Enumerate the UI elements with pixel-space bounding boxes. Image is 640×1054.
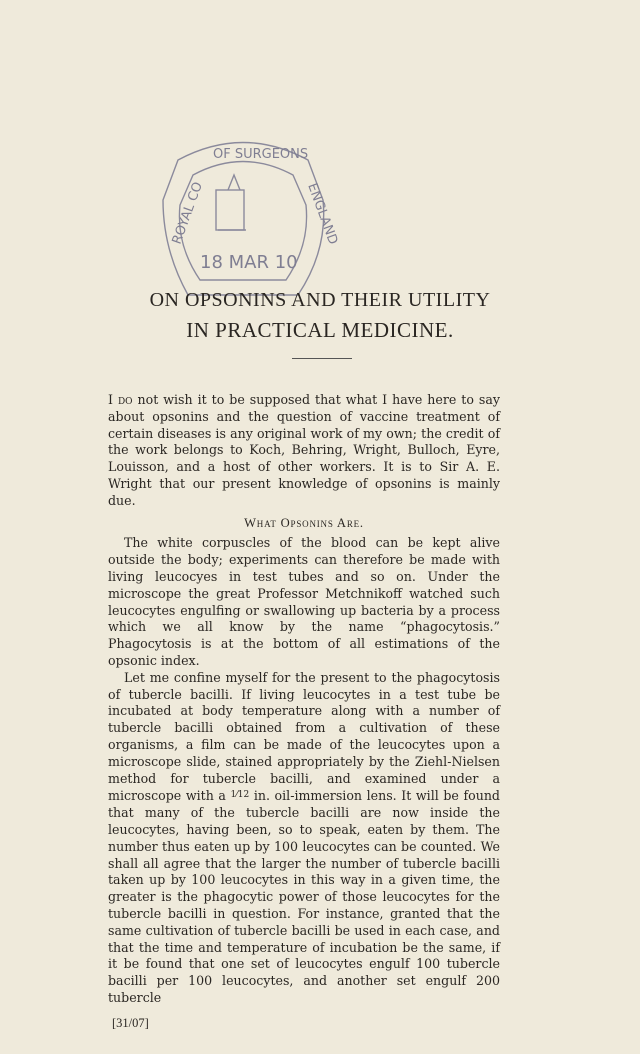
section-heading: What Opsonins Are. [244,515,364,530]
paragraph-2: The white corpuscles of the blood can be kept alive outside the body; experiments can therefore be made with living leucocyes in test tubes and so on. Under the microscope the great Professor Metchnikoff watched such leucocytes engulfing or swallowing up bacteria by a process which we all know by the name “phagocytosis.” Phagocytosis is at the bottom of all estimations of the opsonic index. [108,535,500,668]
paragraph-1-lead: I do [108,392,133,407]
paragraph-3-text-b: in. oil-immersion lens. It will be found that many of the tubercle bacilli are now inside the leucocytes, having been, so to speak, eaten by them. The number thus eaten up by 100 leucocytes can be counted. We shall all agree that the larger the number of tubercle bacilli taken up by 100 leucocytes in this way in a given time, the greater is the phagocytic power of those leucocytes for the tubercle bacilli in question. For instance, granted that the same cultivation of tubercle bacilli be used in each case, and that the time and temperature of incubation be the same, if it be found that one set of leucocytes engulf 100 tubercle bacilli per 100 leucocytes, and another set engulf 200 tubercle [108,788,500,1005]
paragraph-3 [108,670,500,1007]
stamp-top-text: OF SURGEONS [213,147,309,162]
paragraph-1 [108,392,500,510]
paragraph-3-fraction: 1⁄12 [230,790,250,801]
signature-code: [31/07] [112,1016,149,1030]
title-line-2: IN PRACTICAL MEDICINE. [186,318,454,342]
paragraph-3-text-a: Let me confine myself for the present to the phagocytosis of tubercle bacilli. If living leucocytes in a test tube be incubated at body temperature along with a number of tubercle bacilli obtained from a cultivation of these organisms, a film can be made of the leucocytes upon a microscope slide, stained appropriately by the Ziehl-Nielsen method for tubercle bacilli, and examined under a microscope with a [108,669,500,804]
title-line-1: ON OPSONINS AND THEIR UTILITY [149,289,491,311]
stamp-right-text: ENGLAND [304,181,341,247]
paragraph-1-text: not wish it to be supposed that what I have here to say about opsonins and the question of vaccine treatment of certain diseases is any original work of my own; the credit of the work belongs to Koch, Behring, Wright, Bulloch, Eyre, Louisson, and a host of other workers. It is to Sir A. E. Wright that our present knowledge of opsonins is mainly due. [108,392,500,508]
article-body [108,392,500,1007]
stamp-date: 18 MAR 10 [200,252,298,273]
stamp-left-text: ROYAL CO [169,180,207,247]
title-divider [292,358,352,359]
